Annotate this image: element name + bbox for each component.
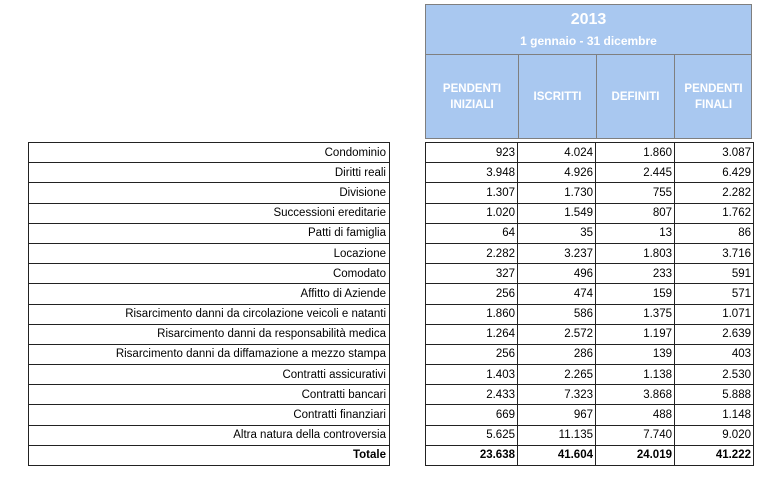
cell-value: 1.860 bbox=[426, 304, 518, 324]
cell-value: 2.445 bbox=[596, 163, 675, 183]
row-label: Contratti finanziari bbox=[29, 405, 390, 425]
row-label: Comodato bbox=[29, 264, 390, 284]
cell-value: 2.572 bbox=[518, 324, 596, 344]
table-body bbox=[29, 143, 754, 466]
total-row bbox=[29, 445, 754, 465]
table-row bbox=[29, 163, 754, 183]
column-header-pendenti-iniziali: PENDENTI INIZIALI bbox=[442, 83, 502, 111]
row-label: Locazione bbox=[29, 243, 390, 263]
cell-value: 1.403 bbox=[426, 365, 518, 385]
cell-value: 35 bbox=[518, 223, 596, 243]
cell-value: 669 bbox=[426, 405, 518, 425]
cell-value: 1.549 bbox=[518, 203, 596, 223]
total-value: 23.638 bbox=[426, 445, 518, 465]
cell-value: 6.429 bbox=[675, 163, 754, 183]
cell-value: 2.282 bbox=[426, 243, 518, 263]
total-label: Totale bbox=[29, 445, 390, 465]
cell-value: 7.740 bbox=[596, 425, 675, 445]
cell-value: 571 bbox=[675, 284, 754, 304]
cell-value: 1.071 bbox=[675, 304, 754, 324]
cell-value: 286 bbox=[518, 344, 596, 364]
cell-value: 488 bbox=[596, 405, 675, 425]
table-row bbox=[29, 264, 754, 284]
cell-value: 807 bbox=[596, 203, 675, 223]
column-gap bbox=[390, 203, 426, 223]
table-row bbox=[29, 425, 754, 445]
cell-value: 755 bbox=[596, 183, 675, 203]
cell-value: 11.135 bbox=[518, 425, 596, 445]
total-value: 24.019 bbox=[596, 445, 675, 465]
row-label: Affitto di Aziende bbox=[29, 284, 390, 304]
row-label: Contratti bancari bbox=[29, 385, 390, 405]
row-label: Patti di famiglia bbox=[29, 223, 390, 243]
table-row bbox=[29, 143, 754, 163]
column-gap bbox=[390, 365, 426, 385]
table-row bbox=[29, 284, 754, 304]
table-header bbox=[425, 4, 752, 139]
cell-value: 1.860 bbox=[596, 143, 675, 163]
cell-value: 923 bbox=[426, 143, 518, 163]
cell-value: 233 bbox=[596, 264, 675, 284]
cell-value: 2.282 bbox=[675, 183, 754, 203]
table-row bbox=[29, 385, 754, 405]
cell-value: 1.197 bbox=[596, 324, 675, 344]
column-gap bbox=[390, 344, 426, 364]
cell-value: 159 bbox=[596, 284, 675, 304]
cell-value: 1.020 bbox=[426, 203, 518, 223]
cell-value: 967 bbox=[518, 405, 596, 425]
column-gap bbox=[390, 243, 426, 263]
cell-value: 3.237 bbox=[518, 243, 596, 263]
cell-value: 5.888 bbox=[675, 385, 754, 405]
table-row bbox=[29, 243, 754, 263]
total-value: 41.604 bbox=[518, 445, 596, 465]
cell-value: 586 bbox=[518, 304, 596, 324]
table-row bbox=[29, 344, 754, 364]
cell-value: 1.307 bbox=[426, 183, 518, 203]
column-gap bbox=[390, 264, 426, 284]
cell-value: 7.323 bbox=[518, 385, 596, 405]
column-gap bbox=[390, 304, 426, 324]
cell-value: 2.265 bbox=[518, 365, 596, 385]
row-label: Contratti assicurativi bbox=[29, 365, 390, 385]
cell-value: 496 bbox=[518, 264, 596, 284]
data-table bbox=[28, 142, 754, 466]
row-label: Risarcimento danni da circolazione veicoli e natanti bbox=[29, 304, 390, 324]
cell-value: 474 bbox=[518, 284, 596, 304]
cell-value: 1.762 bbox=[675, 203, 754, 223]
column-header-pendenti-finali: PENDENTI FINALI bbox=[674, 55, 752, 139]
cell-value: 403 bbox=[675, 344, 754, 364]
cell-value: 9.020 bbox=[675, 425, 754, 445]
table-row bbox=[29, 365, 754, 385]
column-gap bbox=[390, 143, 426, 163]
year-label: 2013 bbox=[570, 11, 607, 28]
cell-value: 3.716 bbox=[675, 243, 754, 263]
period-header bbox=[426, 5, 751, 55]
column-gap bbox=[390, 223, 426, 243]
cell-value: 3.868 bbox=[596, 385, 675, 405]
column-gap bbox=[390, 445, 426, 465]
cell-value: 1.138 bbox=[596, 365, 675, 385]
table-row bbox=[29, 304, 754, 324]
cell-value: 256 bbox=[426, 344, 518, 364]
cell-value: 1.264 bbox=[426, 324, 518, 344]
cell-value: 64 bbox=[426, 223, 518, 243]
row-label: Diritti reali bbox=[29, 163, 390, 183]
cell-value: 2.639 bbox=[675, 324, 754, 344]
column-gap bbox=[390, 163, 426, 183]
table-row bbox=[29, 203, 754, 223]
total-value: 41.222 bbox=[675, 445, 754, 465]
column-headers bbox=[426, 55, 751, 139]
column-header-definiti: DEFINITI bbox=[596, 55, 674, 139]
table-row bbox=[29, 183, 754, 203]
table-row bbox=[29, 405, 754, 425]
row-label: Condominio bbox=[29, 143, 390, 163]
cell-value: 139 bbox=[596, 344, 675, 364]
cell-value: 3.948 bbox=[426, 163, 518, 183]
cell-value: 13 bbox=[596, 223, 675, 243]
cell-value: 4.024 bbox=[518, 143, 596, 163]
cell-value: 2.433 bbox=[426, 385, 518, 405]
row-label: Risarcimento danni da diffamazione a mezzo stampa bbox=[29, 344, 390, 364]
row-label: Risarcimento danni da responsabilità medica bbox=[29, 324, 390, 344]
date-range-label: 1 gennaio - 31 dicembre bbox=[520, 34, 657, 48]
cell-value: 86 bbox=[675, 223, 754, 243]
cell-value: 1.375 bbox=[596, 304, 675, 324]
row-label: Altra natura della controversia bbox=[29, 425, 390, 445]
column-gap bbox=[390, 405, 426, 425]
column-header-iscritti: ISCRITTI bbox=[518, 55, 596, 139]
column-gap bbox=[390, 425, 426, 445]
cell-value: 3.087 bbox=[675, 143, 754, 163]
column-gap bbox=[390, 385, 426, 405]
table-row bbox=[29, 223, 754, 243]
column-gap bbox=[390, 284, 426, 304]
table-row bbox=[29, 324, 754, 344]
cell-value: 2.530 bbox=[675, 365, 754, 385]
row-label: Successioni ereditarie bbox=[29, 203, 390, 223]
row-label: Divisione bbox=[29, 183, 390, 203]
cell-value: 327 bbox=[426, 264, 518, 284]
cell-value: 1.730 bbox=[518, 183, 596, 203]
column-gap bbox=[390, 183, 426, 203]
cell-value: 4.926 bbox=[518, 163, 596, 183]
cell-value: 256 bbox=[426, 284, 518, 304]
cell-value: 5.625 bbox=[426, 425, 518, 445]
cell-value: 1.803 bbox=[596, 243, 675, 263]
column-gap bbox=[390, 324, 426, 344]
cell-value: 1.148 bbox=[675, 405, 754, 425]
cell-value: 591 bbox=[675, 264, 754, 284]
